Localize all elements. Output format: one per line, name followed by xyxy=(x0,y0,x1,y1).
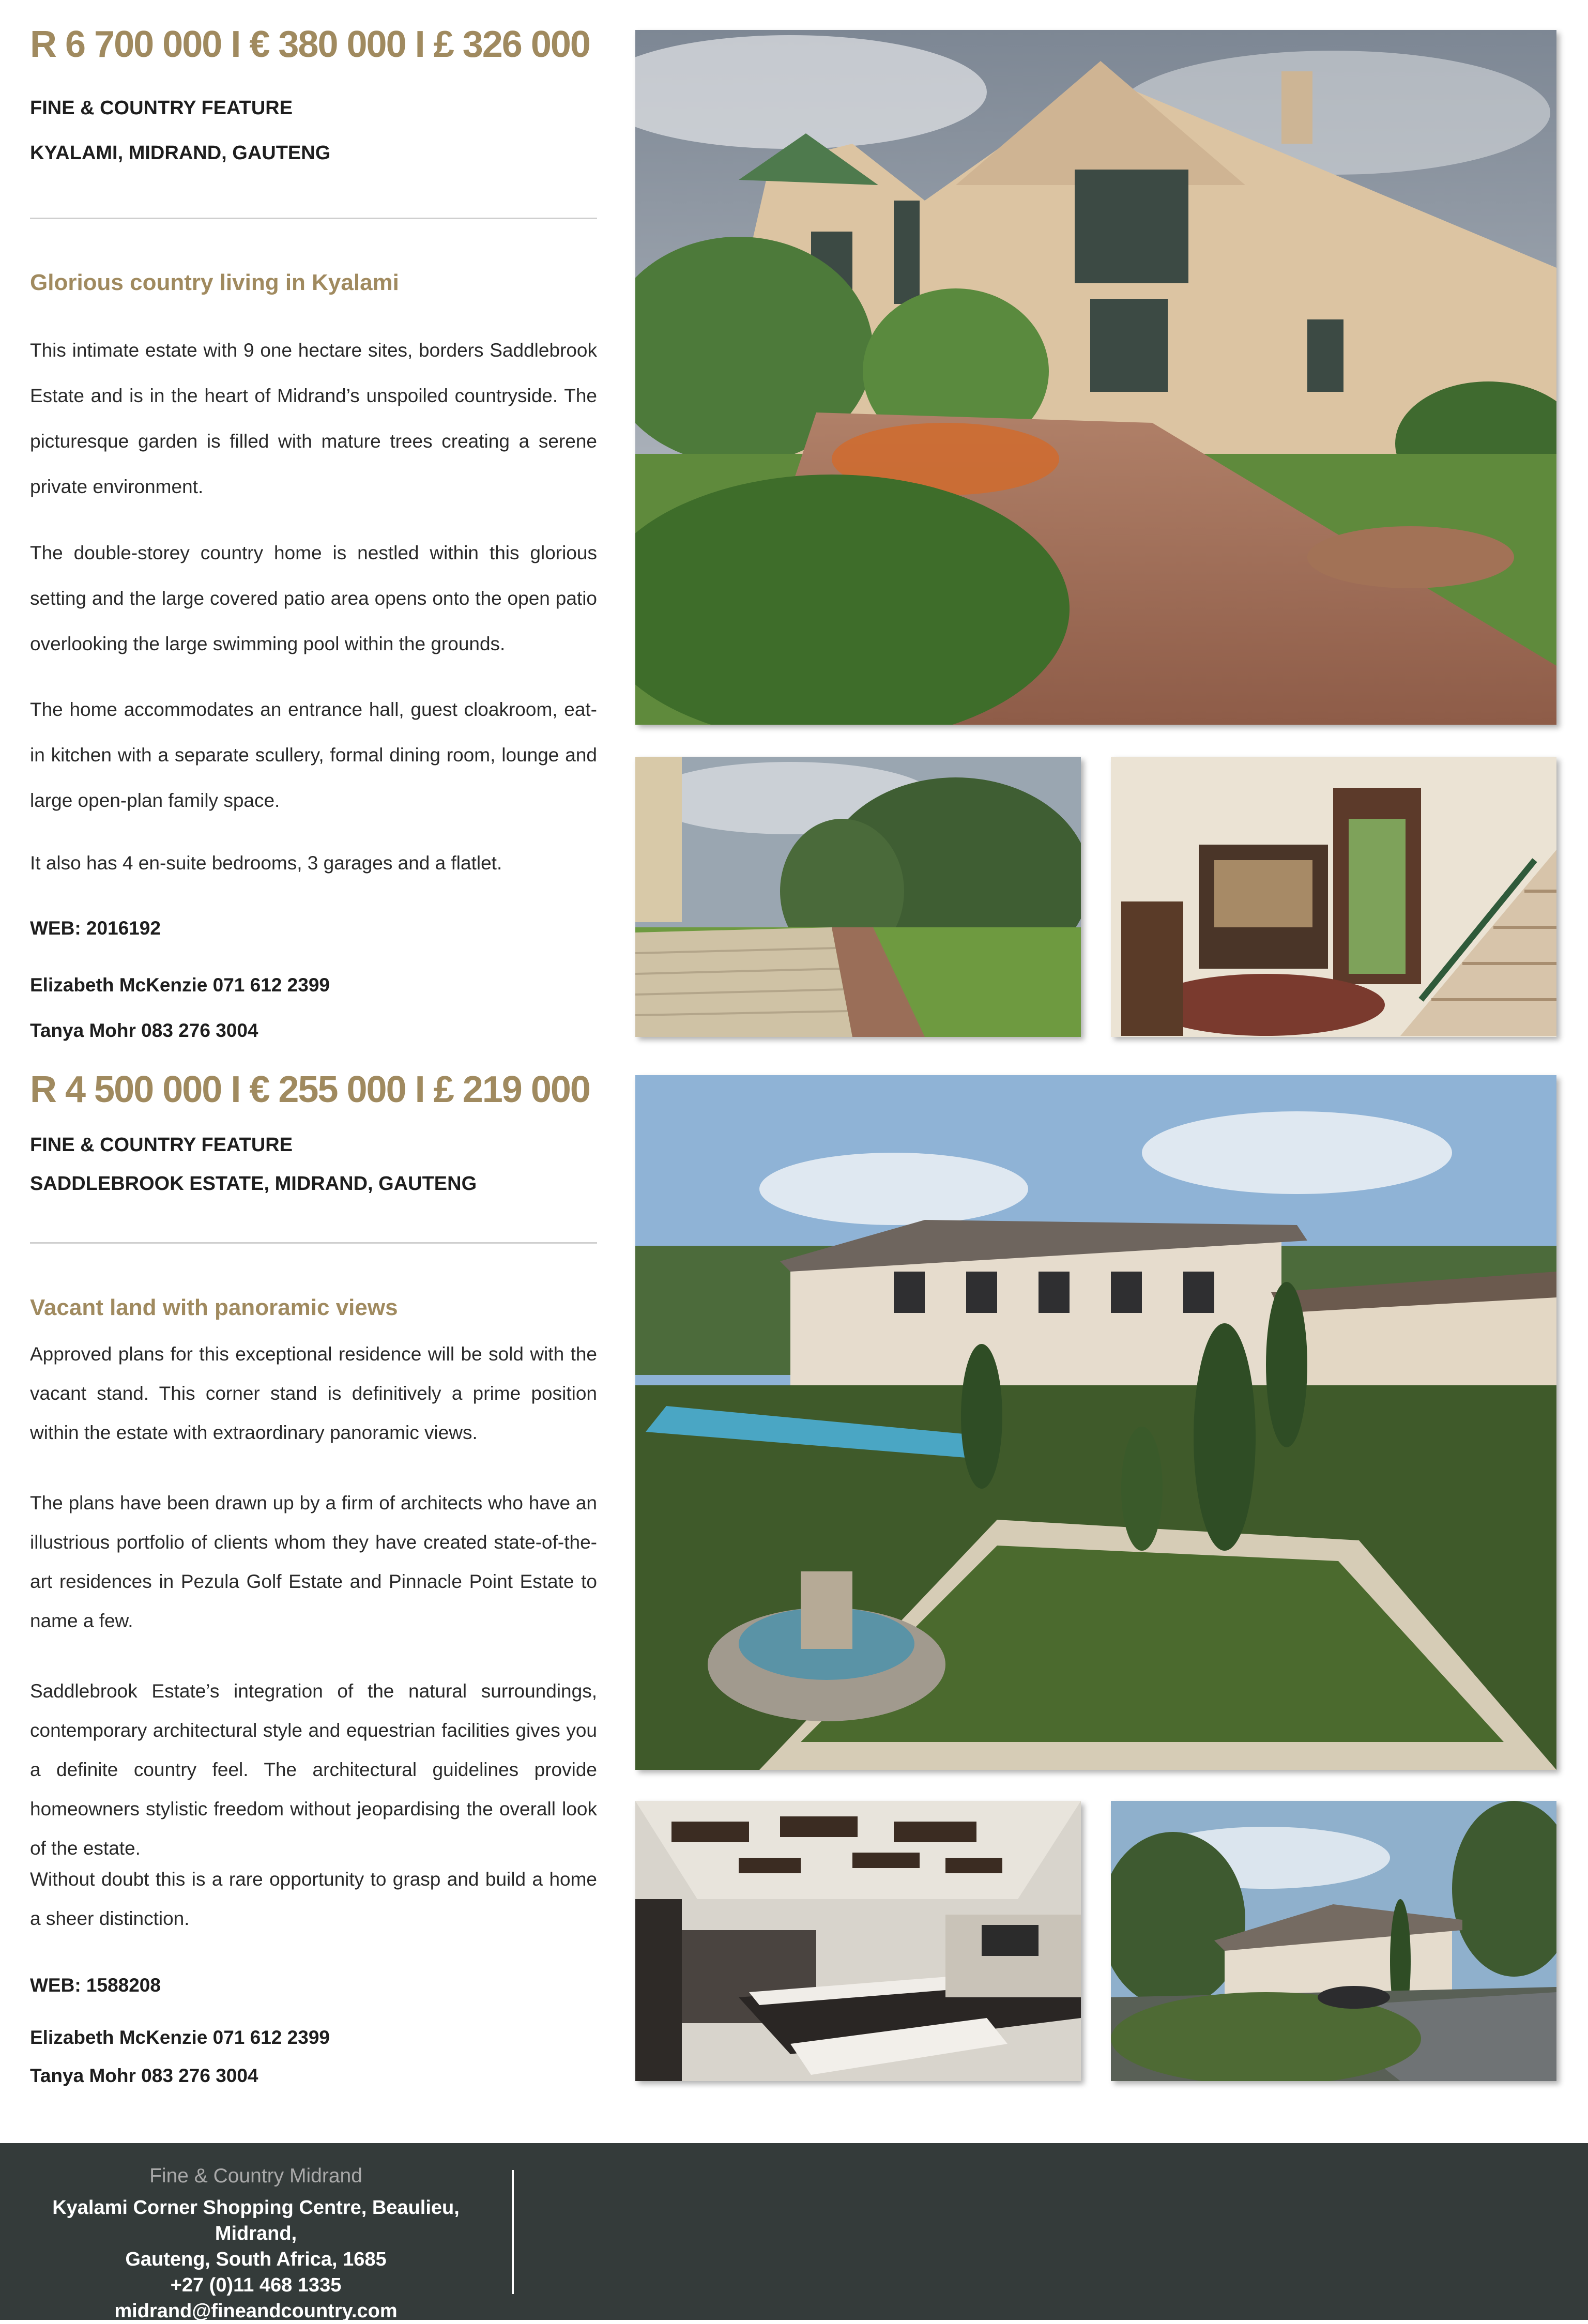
office-footer xyxy=(0,2143,1588,2320)
footer-divider xyxy=(512,2170,514,2294)
listing-2-web-ref: WEB: 1588208 xyxy=(30,1975,161,1996)
listing-2-paragraph: The plans have been drawn up by a firm of architects who have an illustrious portfolio of clients whom they have created state-of-the-art residences in Pezula Golf Estate and Pinnacle Point Estate to name a few. xyxy=(30,1492,597,1631)
listing-2-text xyxy=(30,1065,597,2130)
listing-2-feature-label: FINE & COUNTRY FEATURE xyxy=(30,1134,293,1156)
listing-1-photo-interior-staircase xyxy=(1111,757,1556,1037)
listing-1-main-photo-house-exterior xyxy=(635,30,1556,725)
office-phone[interactable]: +27 (0)11 468 1335 xyxy=(170,2274,342,2296)
listing-2-paragraph: Saddlebrook Estate’s integration of the natural surroundings, contemporary architectural style and equestrian facilities gives you a definite country feel. The architectural guidelines provide homeowners stylistic freedom without jeopardising the overall look of the estate. xyxy=(30,1680,597,1859)
listing-1-agent: Tanya Mohr 083 276 3004 xyxy=(30,1020,258,1041)
listing-2-photo-kitchen-render xyxy=(635,1801,1081,2081)
listing-2-location: SADDLEBROOK ESTATE, MIDRAND, GAUTENG xyxy=(30,1173,477,1195)
listing-1-photo-steps-garden xyxy=(635,757,1081,1037)
listing-2-agent: Tanya Mohr 083 276 3004 xyxy=(30,2065,258,2086)
listing-1-paragraph: It also has 4 en-suite bedrooms, 3 garages and a flatlet. xyxy=(30,852,502,874)
office-email-link[interactable]: midrand@fineandcountry.com xyxy=(114,2300,398,2322)
office-address: Kyalami Corner Shopping Centre, Beaulieu, Midrand, xyxy=(52,2197,460,2244)
listing-1-divider xyxy=(30,218,597,219)
listing-2-price: R 4 500 000 I € 255 000 I £ 219 000 xyxy=(30,1069,590,1110)
office-contact-block xyxy=(10,2165,501,2324)
listing-2-paragraph: Approved plans for this exceptional residence will be sold with the vacant stand. This corner stand is definitively a prime position within the estate with extraordinary panoramic views. xyxy=(30,1343,597,1443)
listing-1-paragraph: This intimate estate with 9 one hectare sites, borders Saddlebrook Estate and is in the heart of Midrand’s unspoiled countryside. The picturesque garden is filled with mature trees creating a serene private environment. xyxy=(30,340,597,497)
listing-1-text xyxy=(30,0,597,1065)
listing-2-photo-street-render xyxy=(1111,1801,1556,2081)
office-name: Fine & Country Midrand xyxy=(149,2165,362,2187)
listing-1-price: R 6 700 000 I € 380 000 I £ 326 000 xyxy=(30,24,590,65)
listing-1-web-ref: WEB: 2016192 xyxy=(30,918,161,939)
listing-1-paragraph: The home accommodates an entrance hall, guest cloakroom, eat-in kitchen with a separate scullery, formal dining room, lounge and large open-plan family space. xyxy=(30,699,597,811)
listing-2-agent: Elizabeth McKenzie 071 612 2399 xyxy=(30,2027,330,2048)
office-address: Gauteng, South Africa, 1685 xyxy=(125,2249,387,2270)
listing-2-divider xyxy=(30,1242,597,1244)
listing-1-heading: Glorious country living in Kyalami xyxy=(30,270,399,295)
listing-1-agent: Elizabeth McKenzie 071 612 2399 xyxy=(30,974,330,996)
listing-1-location: KYALAMI, MIDRAND, GAUTENG xyxy=(30,142,331,164)
listing-2-heading: Vacant land with panoramic views xyxy=(30,1295,398,1320)
listing-2-paragraph: Without doubt this is a rare opportunity to grasp and build a home a sheer distinction. xyxy=(30,1869,597,1929)
listing-2-main-photo-residence-render xyxy=(635,1075,1556,1770)
listing-1-feature-label: FINE & COUNTRY FEATURE xyxy=(30,97,293,119)
listing-1-paragraph: The double-storey country home is nestled within this glorious setting and the large covered patio area opens onto the open patio overlooking the large swimming pool within the grounds. xyxy=(30,542,597,654)
